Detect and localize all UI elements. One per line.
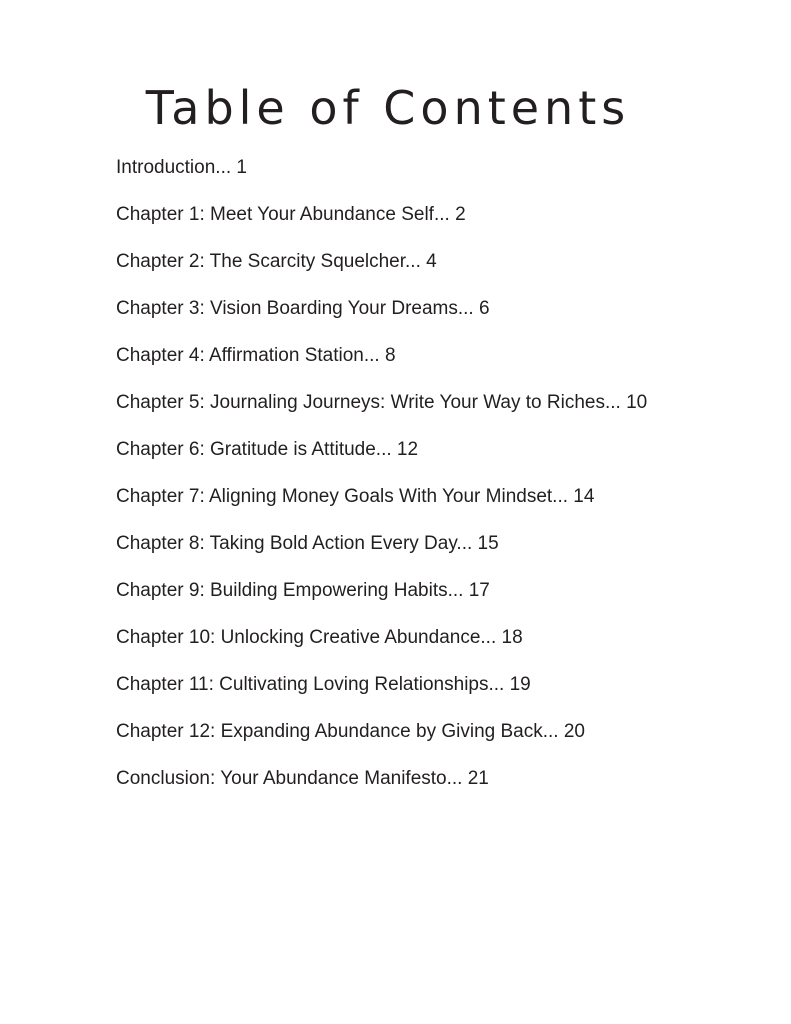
toc-entry-chapter-1: Chapter 1: Meet Your Abundance Self... 2	[116, 204, 466, 225]
toc-entry-chapter-12: Chapter 12: Expanding Abundance by Giving Back... 20	[116, 721, 585, 742]
toc-entry-chapter-9: Chapter 9: Building Empowering Habits... 17	[116, 580, 490, 601]
page-title: Table of Contents	[145, 81, 631, 135]
toc-entry-conclusion: Conclusion: Your Abundance Manifesto... 21	[116, 768, 489, 789]
toc-entry-chapter-6: Chapter 6: Gratitude is Attitude... 12	[116, 439, 419, 460]
toc-entry-chapter-8: Chapter 8: Taking Bold Action Every Day... 15	[116, 533, 499, 554]
table-of-contents-list	[116, 155, 766, 813]
toc-entry-chapter-11: Chapter 11: Cultivating Loving Relationships... 19	[116, 674, 531, 695]
toc-entry-chapter-10: Chapter 10: Unlocking Creative Abundance... 18	[116, 627, 523, 648]
toc-entry-chapter-4: Chapter 4: Affirmation Station... 8	[116, 345, 396, 366]
toc-entry-chapter-5: Chapter 5: Journaling Journeys: Write Your Way to Riches... 10	[116, 392, 648, 413]
toc-entry-chapter-2: Chapter 2: The Scarcity Squelcher... 4	[116, 251, 437, 272]
toc-entry-chapter-7: Chapter 7: Aligning Money Goals With Your Mindset... 14	[116, 486, 595, 507]
toc-entry-introduction: Introduction... 1	[116, 157, 247, 178]
toc-entry-chapter-3: Chapter 3: Vision Boarding Your Dreams... 6	[116, 298, 490, 319]
